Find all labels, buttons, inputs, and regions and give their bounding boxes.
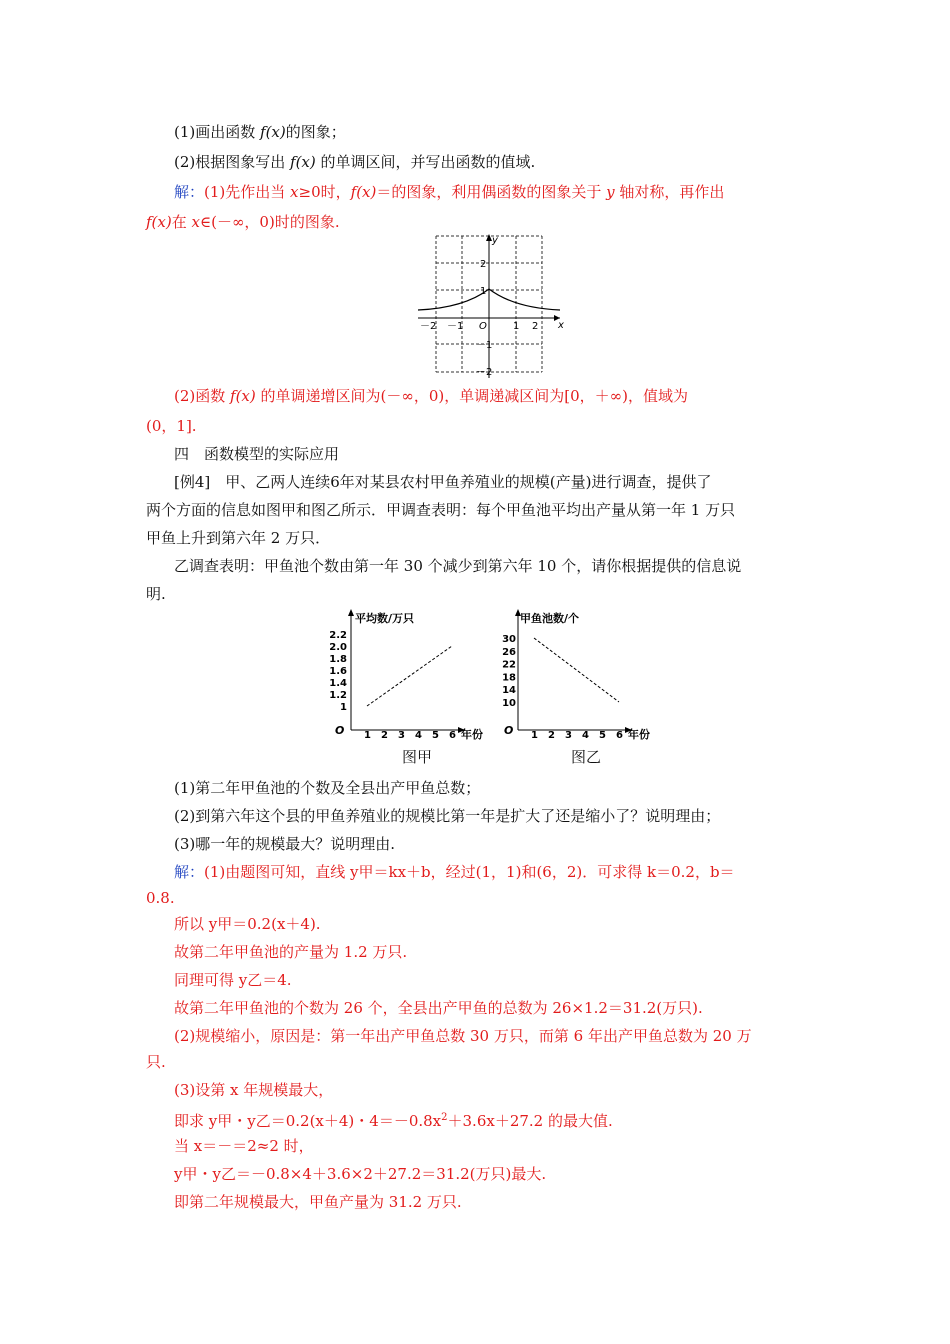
answer-line-4: 故第二年甲鱼池的产量为 1.2 万只. <box>174 943 408 961</box>
y-tick-label: 30 <box>502 634 516 645</box>
var-y: y <box>606 183 615 201</box>
chart-jia-y-arrow <box>348 609 354 616</box>
x-tick-label: 2 <box>381 730 388 741</box>
answer-text: ＋3.6x＋27.2 的最大值. <box>447 1112 613 1130</box>
fx-symbol: f(x) <box>350 183 377 201</box>
figure-caption-jia: 图甲 <box>402 748 433 766</box>
x-tick-label: 5 <box>432 730 439 741</box>
x-tick-label: 6 <box>616 730 623 741</box>
answer-text: (1)由题图可知，直线 y甲＝kx＋b，经过(1，1)和(6，2)．可求得 k＝0.2，b＝ <box>204 863 735 881</box>
x-axis-label: x <box>558 320 564 331</box>
answer-line-13: 即第二年规模最大，甲鱼产量为 31.2 万只. <box>174 1193 462 1211</box>
y-tick-label: －1 <box>476 340 493 351</box>
y-tick-label: 1 <box>480 286 487 297</box>
question-1-text: (1)画出函数 <box>174 123 256 141</box>
sub-question-1: (1)第二年甲鱼池的个数及全县出产甲鱼总数； <box>174 779 481 797</box>
example-4-line-2: 两个方面的信息如图甲和图乙所示．甲调查表明：每个甲鱼池平均出产量从第一年 1 万只 <box>146 501 736 519</box>
chart-jia-series <box>367 646 452 706</box>
example-4-line-4: 乙调查表明：甲鱼池个数由第一年 30 个减少到第六年 10 个，请你根据提供的信息说 <box>174 557 742 575</box>
fx-symbol: f(x) <box>260 123 286 141</box>
x-tick-label: 4 <box>415 730 422 741</box>
y-tick-label: 14 <box>502 685 516 697</box>
chart-jia-title: 平均数/万只 <box>355 612 415 625</box>
question-1-tail: 的图象； <box>285 123 346 141</box>
x-tick-label: 1 <box>364 730 371 741</box>
y-tick-label: 2 <box>480 259 487 270</box>
solution-text: ∈(－∞，0)时的图象. <box>199 213 340 231</box>
question-2 <box>174 152 535 172</box>
answer-line-1 <box>174 862 735 882</box>
y-tick-label: 1.2 <box>329 690 347 701</box>
x-tick-label: －1 <box>447 321 464 332</box>
var-x: x <box>191 213 200 231</box>
solution-label: 解： <box>174 183 205 201</box>
chart-jia <box>325 606 495 742</box>
example-4-line-3: 甲鱼上升到第六年 2 万只． <box>146 529 331 547</box>
answer-line-10 <box>174 1108 613 1131</box>
solution-text: 轴对称，再作出 <box>619 183 725 201</box>
y-tick-label: 2.0 <box>329 642 347 653</box>
y-tick-label: 1.8 <box>329 654 347 665</box>
x-tick-label: 2 <box>548 730 555 741</box>
answer-line-12: y甲・y乙＝－0.8×4＋3.6×2＋27.2＝31.2(万只)最大. <box>174 1165 547 1183</box>
fx-symbol: f(x) <box>230 387 256 405</box>
x-tick-label: －2 <box>420 321 437 332</box>
y-tick-label: －2 <box>476 367 493 378</box>
answer-line-8: 只. <box>146 1053 166 1071</box>
solution-2-line-1 <box>174 386 688 406</box>
solution-2-line-2: (0，1]. <box>146 417 197 435</box>
solution-text: 在 <box>171 213 187 231</box>
solution-text: (2)函数 <box>174 387 226 405</box>
chart-yi-title: 甲鱼池数/个 <box>520 612 580 625</box>
figure-caption-yi: 图乙 <box>571 748 602 766</box>
answer-line-2: 0.8. <box>146 889 175 907</box>
chart-yi-x-label: 年份 <box>628 728 650 741</box>
chart-jia-ticks <box>329 630 456 741</box>
section-heading: 四 函数模型的实际应用 <box>174 445 340 463</box>
var-x: x <box>290 183 299 201</box>
y-tick-label: 26 <box>502 646 516 658</box>
answer-line-6: 故第二年甲鱼池的个数为 26 个，全县出产甲鱼的总数为 26×1.2＝31.2(万只). <box>174 999 703 1017</box>
function-graph <box>412 232 572 380</box>
y-tick-label: 2.2 <box>329 630 347 641</box>
series-line-乙 <box>534 638 619 702</box>
chart-jia-origin: O <box>335 724 345 737</box>
answer-line-9: (3)设第 x 年规模最大， <box>174 1081 334 1099</box>
sub-question-2: (2)到第六年这个县的甲鱼养殖业的规模比第一年是扩大了还是缩小了？说明理由； <box>174 807 721 825</box>
origin-label: O <box>479 321 487 332</box>
fx-symbol: f(x) <box>146 213 172 231</box>
y-tick-label: 22 <box>502 659 516 671</box>
question-2-tail: 的单调区间，并写出函数的值域. <box>320 153 536 171</box>
y-tick-label: 1.6 <box>329 666 347 677</box>
x-tick-label: 5 <box>599 730 606 741</box>
x-tick-label: 2 <box>532 321 539 332</box>
solution-text: 的单调递增区间为(－∞，0)，单调递减区间为[0，＋∞)，值域为 <box>260 387 689 405</box>
chart-yi-series <box>534 638 619 702</box>
answer-line-7: (2)规模缩小，原因是：第一年出产甲鱼总数 30 万只，而第 6 年出产甲鱼总数为 20 万 <box>174 1027 752 1045</box>
chart-jia-x-label: 年份 <box>461 728 483 741</box>
x-tick-label: 6 <box>449 730 456 741</box>
series-line-甲 <box>367 646 452 706</box>
x-tick-label: 3 <box>398 730 405 741</box>
answer-text: 即求 y甲・y乙＝0.2(x＋4)・4＝－0.8x <box>174 1112 442 1130</box>
y-axis-label: y <box>492 235 498 246</box>
example-4-line-1: [例4] 甲、乙两人连续6年对某县农村甲鱼养殖业的规模(产量)进行调查，提供了 <box>174 473 712 491</box>
y-tick-label: 10 <box>502 698 516 709</box>
question-1 <box>174 122 346 142</box>
solution-label: 解： <box>174 863 205 881</box>
y-tick-label: 1.4 <box>329 678 347 689</box>
fx-symbol: f(x) <box>290 153 316 171</box>
chart-yi <box>496 606 666 742</box>
solution-text: (1)先作出当 <box>204 183 286 201</box>
y-tick-label: 18 <box>502 672 516 684</box>
chart-yi-origin: O <box>504 724 514 737</box>
solution-text: ＝的图象，利用偶函数的图象关于 <box>376 183 602 201</box>
example-4-line-5: 明. <box>146 585 166 603</box>
x-tick-label: 4 <box>582 730 589 741</box>
solution-1-line-2 <box>146 212 340 232</box>
x-tick-label: 3 <box>565 730 572 741</box>
question-2-text: (2)根据图象写出 <box>174 153 286 171</box>
exponent: 2 <box>441 1112 448 1123</box>
x-tick-label: 1 <box>531 730 538 741</box>
chart-yi-ticks <box>502 634 623 741</box>
solution-text: ≥0时， <box>298 183 351 201</box>
sub-question-3: (3)哪一年的规模最大？说明理由. <box>174 835 396 853</box>
answer-line-11: 当 x＝－＝2≈2 时， <box>174 1137 314 1155</box>
answer-line-3: 所以 y甲＝0.2(x＋4). <box>174 915 321 933</box>
x-tick-label: 1 <box>513 321 520 332</box>
y-tick-label: 1 <box>340 702 347 713</box>
solution-1-line-1 <box>174 182 724 202</box>
answer-line-5: 同理可得 y乙＝4. <box>174 971 292 989</box>
